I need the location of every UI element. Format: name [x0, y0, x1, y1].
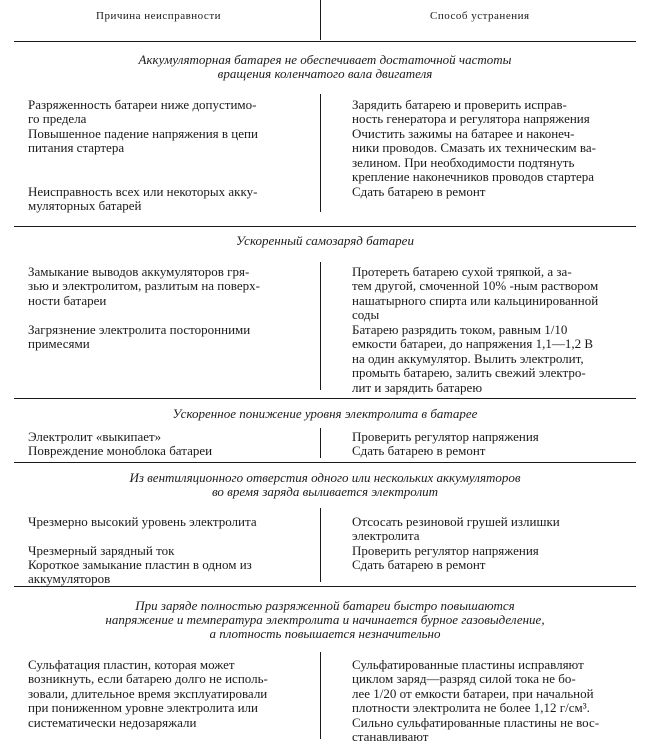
cause-text: Чрезмерный зарядный ток: [28, 543, 175, 558]
remedy-text: Батарею разрядить током, равным 1/10 емкости батареи, до напряжения 1,1—1,2 В на один аккумулятор. Вылить электролит, промыть батарею, залить свежий электро- лит и зарядить батарею: [352, 322, 594, 395]
remedy-text: Сдать батарею в ремонт: [352, 443, 486, 458]
cause-text: Сульфатация пластин, которая может возникнуть, если батарею долго не исполь- зовали, длительное время эксплуатировали при пониженном уровне электролита или систематически недозаряжали: [28, 657, 268, 730]
cause-text: Повреждение моноблока батареи: [28, 443, 213, 458]
header-rule: [14, 41, 636, 42]
column-divider: [320, 428, 321, 458]
cause-text: Разряженность батареи ниже допустимо- го предела: [28, 97, 257, 127]
section-title: Аккумуляторная батарея не обеспечивает достаточной частоты вращения коленчатого вала двигателя: [138, 52, 512, 81]
column-divider: [320, 262, 321, 390]
remedy-text: Сульфатированные пластины исправляют циклом заряд—разряд силой тока не бо- лее 1/20 от емкости батареи, при начальной плотности электролита не более 1,12 г/см³. Сильно сульфатированные пластины не вос- станавливают: [352, 657, 600, 744]
remedy-text: Отсосать резиновой грушей излишки электролита: [352, 514, 560, 544]
remedy-text: Протереть батарею сухой тряпкой, а за- тем другой, смоченной 10% -ным раствором нашатырного спирта или кальцинированной соды: [352, 264, 599, 323]
column-divider: [320, 0, 321, 40]
column-divider: [320, 508, 321, 582]
remedy-text: Зарядить батарею и проверить исправ- ность генератора и регулятора напряжения: [352, 97, 590, 127]
section-rule: [14, 226, 636, 227]
cause-text: Короткое замыкание пластин в одном из аккумуляторов: [28, 557, 252, 587]
section-title: Ускоренный самозаряд батареи: [236, 233, 414, 248]
remedy-text: Сдать батарею в ремонт: [352, 557, 486, 572]
remedy-text: Сдать батарею в ремонт: [352, 184, 486, 199]
remedy-text: Проверить регулятор напряжения: [352, 429, 539, 444]
header-cause: Причина неисправности: [96, 10, 222, 22]
column-divider: [320, 652, 321, 739]
cause-text: Замыкание выводов аккумуляторов гря- зью и электролитом, разлитым на поверх- ности батареи: [28, 264, 260, 308]
cause-text: Неисправность всех или некоторых акку- муляторных батарей: [28, 184, 258, 214]
cause-text: Повышенное падение напряжения в цепи питания стартера: [28, 126, 258, 156]
cause-text: Чрезмерно высокий уровень электролита: [28, 514, 257, 529]
remedy-text: Очистить зажимы на батарее и наконеч- ники проводов. Смазать их техническим ва- зелином. При необходимости подтянуть крепление наконечников проводов стартера: [352, 126, 596, 185]
cause-text: Электролит «выкипает»: [28, 429, 162, 444]
header-remedy: Способ устранения: [430, 10, 530, 22]
remedy-text: Проверить регулятор напряжения: [352, 543, 539, 558]
cause-text: Загрязнение электролита посторонними примесями: [28, 322, 251, 352]
column-divider: [320, 94, 321, 212]
section-title: При заряде полностью разряженной батареи быстро повышаются напряжение и температура электролита и начинается бурное газовыделение, а плотность повышается незначительно: [105, 598, 545, 641]
section-title: Ускоренное понижение уровня электролита в батарее: [172, 406, 478, 421]
section-rule: [14, 398, 636, 399]
section-title: Из вентиляционного отверстия одного или нескольких аккумуляторов во время заряда выливается электролит: [129, 470, 521, 499]
section-rule: [14, 462, 636, 463]
